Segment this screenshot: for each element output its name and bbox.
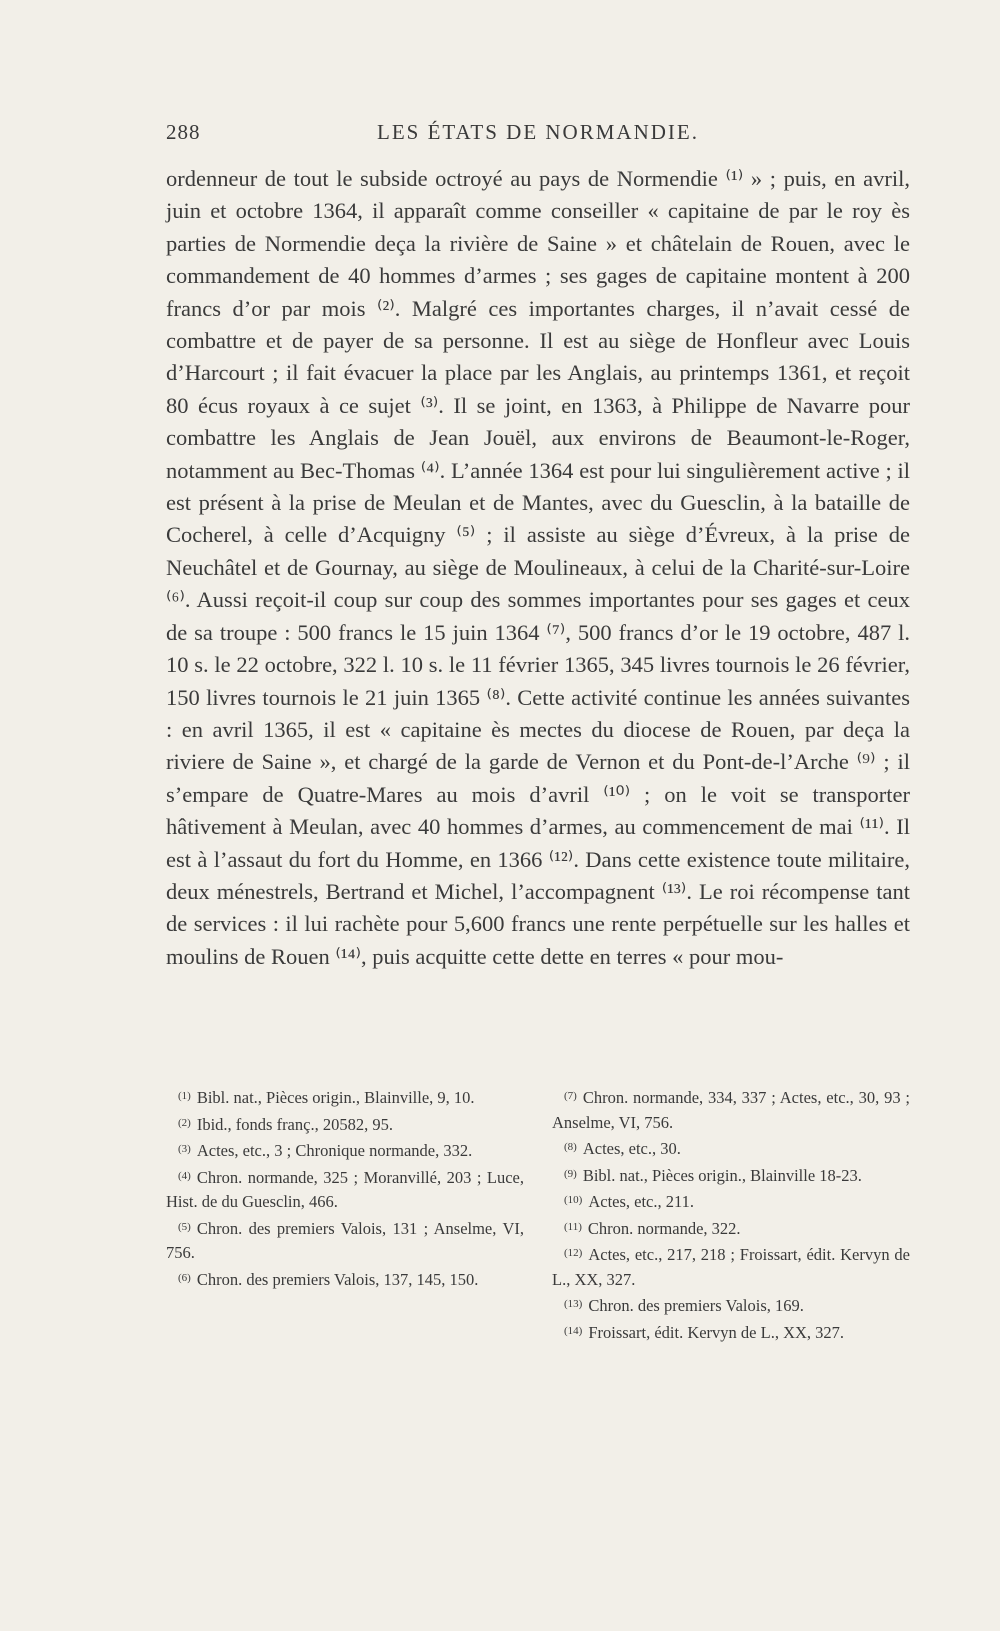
footnote-number: (6) (178, 1271, 191, 1284)
footnote (552, 1292, 910, 1319)
footnotes-left-column (166, 1084, 524, 1345)
footnote (166, 1137, 524, 1164)
footnote-text: Chron. des premiers Valois, 137, 145, 150. (196, 1269, 479, 1289)
footnote-text: Bibl. nat., Pièces origin., Blainville 18-23. (582, 1165, 862, 1185)
running-title: LES ÉTATS DE NORMANDIE. (377, 120, 699, 144)
footnote (552, 1162, 910, 1189)
body-paragraph: ordenneur de tout le subside octroyé au pays de Normendie ⁽¹⁾ » ; puis, en avril, juin et octobre 1364, il apparaît comme conseiller « capitaine de par le roy ès parties de Normendie deça la rivière de Saine » et châtelain de Rouen, avec le commandement de 40 hommes d’armes ; ses gages de capitaine montent à 200 francs d’or par mois ⁽²⁾. Malgré ces importantes charges, il n’avait cessé de combattre et de payer de sa personne. Il est au siège de Honfleur avec Louis d’Harcourt ; il fait évacuer la place par les Anglais, au printemps 1361, et reçoit 80 écus royaux à ce sujet ⁽³⁾. Il se joint, en 1363, à Philippe de Navarre pour combattre les Anglais de Jean Jouël, aux environs de Beaumont-le-Roger, notamment au Bec-Thomas ⁽⁴⁾. L’année 1364 est pour lui singulièrement active ; il est présent à la prise de Meulan et de Mantes, avec du Guesclin, à la bataille de Cocherel, à celle d’Acquigny ⁽⁵⁾ ; il assiste au siège d’Évreux, à la prise de Neuchâtel et de Gournay, au siège de Moulineaux, à celui de la Charité-sur-Loire ⁽⁶⁾. Aussi reçoit-il coup sur coup des sommes importantes pour ses gages et ceux de sa troupe : 500 francs le 15 juin 1364 ⁽⁷⁾, 500 francs d’or le 19 octobre, 487 l. 10 s. le 22 octobre, 322 l. 10 s. le 11 février 1365, 345 livres tournois le 26 février, 150 livres tournois le 21 juin 1365 ⁽⁸⁾. Cette activité continue les années suivantes : en avril 1365, il est « capitaine ès mectes du diocese de Rouen, par deça la riviere de Saine », et chargé de la garde de Vernon et du Pont-de-l’Arche ⁽⁹⁾ ; il s’empare de Quatre-Mares au mois d’avril ⁽¹⁰⁾ ; on le voit se transporter hâtivement à Meulan, avec 40 hommes d’armes, au commencement de mai ⁽¹¹⁾. Il est à l’assaut du fort du Homme, en 1366 ⁽¹²⁾. Dans cette existence toute militaire, deux ménestrels, Bertrand et Michel, l’accompagnent ⁽¹³⁾. Le roi récompense tant de services : il lui rachète pour 5,600 francs une rente perpétuelle sur les halles et moulins de Rouen ⁽¹⁴⁾, puis acquitte cette dette en terres « pour mou- (166, 166, 910, 969)
footnote-number: (2) (178, 1116, 191, 1129)
footnote (166, 1084, 524, 1111)
footnote-number: (13) (564, 1298, 583, 1310)
footnote-text: Actes, etc., 30. (582, 1139, 681, 1158)
footnote-number: (7) (564, 1090, 577, 1102)
footnote-text: Bibl. nat., Pièces origin., Blainville, 9, 10. (196, 1088, 475, 1107)
footnote-text: Chron. des premiers Valois, 169. (588, 1296, 804, 1315)
footnote-number: (10) (564, 1194, 583, 1206)
footnote (166, 1111, 524, 1138)
footnote-number: (9) (564, 1167, 577, 1180)
footnote-text: Actes, etc., 3 ; Chronique normande, 332. (196, 1141, 473, 1160)
footnote-text: Actes, etc., 211. (588, 1192, 695, 1211)
page-number: 288 (166, 120, 201, 144)
footnote-number: (1) (178, 1090, 191, 1102)
footnote-number: (11) (564, 1220, 582, 1233)
footnote-number: (8) (564, 1141, 577, 1153)
footnote (552, 1135, 910, 1162)
footnote-text: Chron. normande, 322. (587, 1218, 741, 1238)
footnote (166, 1164, 524, 1215)
footnote (552, 1241, 910, 1292)
footnote-text: Chron. des premiers Valois, 131 ; Anselme, VI, 756. (166, 1218, 524, 1262)
footnote-number: (12) (564, 1247, 583, 1259)
footnote-text: Actes, etc., 217, 218 ; Froissart, édit. Kervyn de L., XX, 327. (552, 1245, 910, 1289)
footnote-text: Chron. normande, 334, 337 ; Actes, etc., 30, 93 ; Anselme, VI, 756. (552, 1088, 910, 1132)
footnotes-right-column (552, 1084, 910, 1345)
footnote-number: (3) (178, 1143, 191, 1155)
footnote (552, 1084, 910, 1135)
footnote-text: Chron. normande, 325 ; Moranvillé, 203 ; Luce, Hist. de du Guesclin, 466. (166, 1167, 524, 1211)
footnotes (166, 1084, 910, 1345)
footnote (552, 1319, 910, 1346)
footnote-number: (14) (564, 1324, 583, 1337)
footnote-number: (5) (178, 1220, 191, 1233)
footnote (166, 1215, 524, 1266)
footnote-number: (4) (178, 1169, 191, 1182)
footnote (166, 1266, 524, 1293)
footnote (552, 1188, 910, 1215)
footnote (552, 1215, 910, 1242)
footnote-text: Froissart, édit. Kervyn de L., XX, 327. (588, 1322, 845, 1342)
footnote-text: Ibid., fonds franç., 20582, 95. (196, 1114, 393, 1134)
